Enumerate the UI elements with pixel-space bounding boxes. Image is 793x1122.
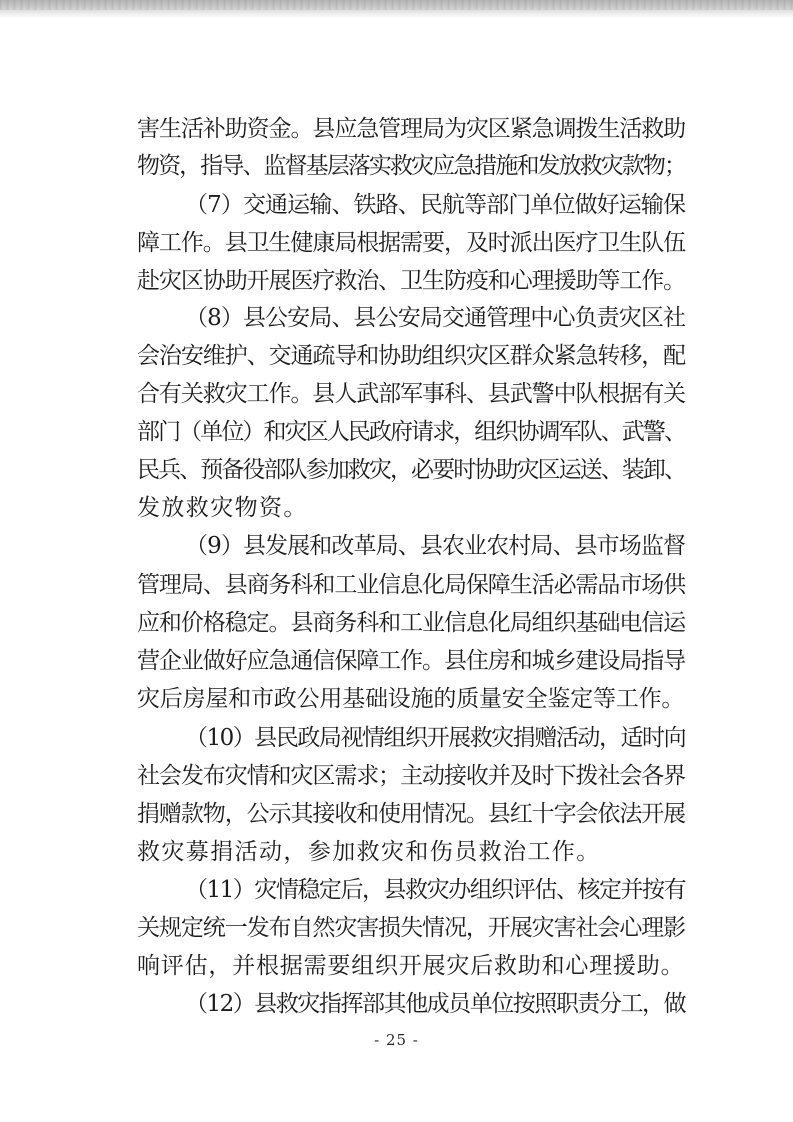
page-number: - 25 - bbox=[374, 1031, 419, 1049]
text-line: 灾后房屋和市政公用基础设施的质量安全鉴定等工作。 bbox=[137, 686, 685, 712]
text-line: 捐赠款物，公示其接收和使用情况。县红十字会依法开展 bbox=[137, 801, 685, 827]
text-line: 会治安维护、交通疏导和协助组织灾区群众紧急转移，配 bbox=[137, 343, 685, 369]
text-line: 管理局、县商务科和工业信息化局保障生活必需品市场供 bbox=[137, 572, 685, 598]
text-line: （8）县公安局、县公安局交通管理中心负责灾区社 bbox=[185, 305, 685, 331]
text-line: 社会发布灾情和灾区需求；主动接收并及时下拨社会各界 bbox=[137, 763, 685, 789]
text-line: 关规定统一发布自然灾害损失情况，开展灾害社会心理影 bbox=[137, 915, 685, 941]
text-line: 救灾募捐活动，参加救灾和伤员救治工作。 bbox=[137, 839, 601, 865]
text-line: （9）县发展和改革局、县农业农村局、县市场监督 bbox=[185, 533, 685, 559]
text-line: 民兵、预备役部队参加救灾，必要时协助灾区运送、装卸、 bbox=[137, 457, 685, 483]
text-line: 赴灾区协助开展医疗救治、卫生防疫和心理援助等工作。 bbox=[137, 268, 685, 294]
text-line: 合有关救灾工作。县人武部军事科、县武警中队根据有关 bbox=[137, 381, 685, 407]
text-line: 营企业做好应急通信保障工作。县住房和城乡建设局指导 bbox=[137, 648, 685, 674]
text-line: 响评估，并根据需要组织开展灾后救助和心理援助。 bbox=[137, 953, 685, 979]
text-line: （12）县救灾指挥部其他成员单位按照职责分工，做 bbox=[185, 991, 685, 1017]
text-line: 应和价格稳定。县商务科和工业信息化局组织基础电信运 bbox=[137, 610, 685, 636]
text-line: （7）交通运输、铁路、民航等部门单位做好运输保 bbox=[185, 192, 685, 218]
text-line: （10）县民政局视情组织开展救灾捐赠活动，适时向 bbox=[185, 725, 685, 751]
text-line: 障工作。县卫生健康局根据需要，及时派出医疗卫生队伍 bbox=[137, 230, 685, 256]
text-line: 物资，指导、监督基层落实救灾应急措施和发放救灾款物； bbox=[137, 153, 685, 179]
text-line: 部门（单位）和灾区人民政府请求，组织协调军队、武警、 bbox=[137, 419, 685, 445]
text-line: 害生活补助资金。县应急管理局为灾区紧急调拨生活救助 bbox=[137, 116, 685, 142]
text-line: 发放救灾物资。 bbox=[137, 495, 308, 521]
text-line: （11）灾情稳定后，县救灾办组织评估、核定并按有 bbox=[185, 877, 685, 903]
